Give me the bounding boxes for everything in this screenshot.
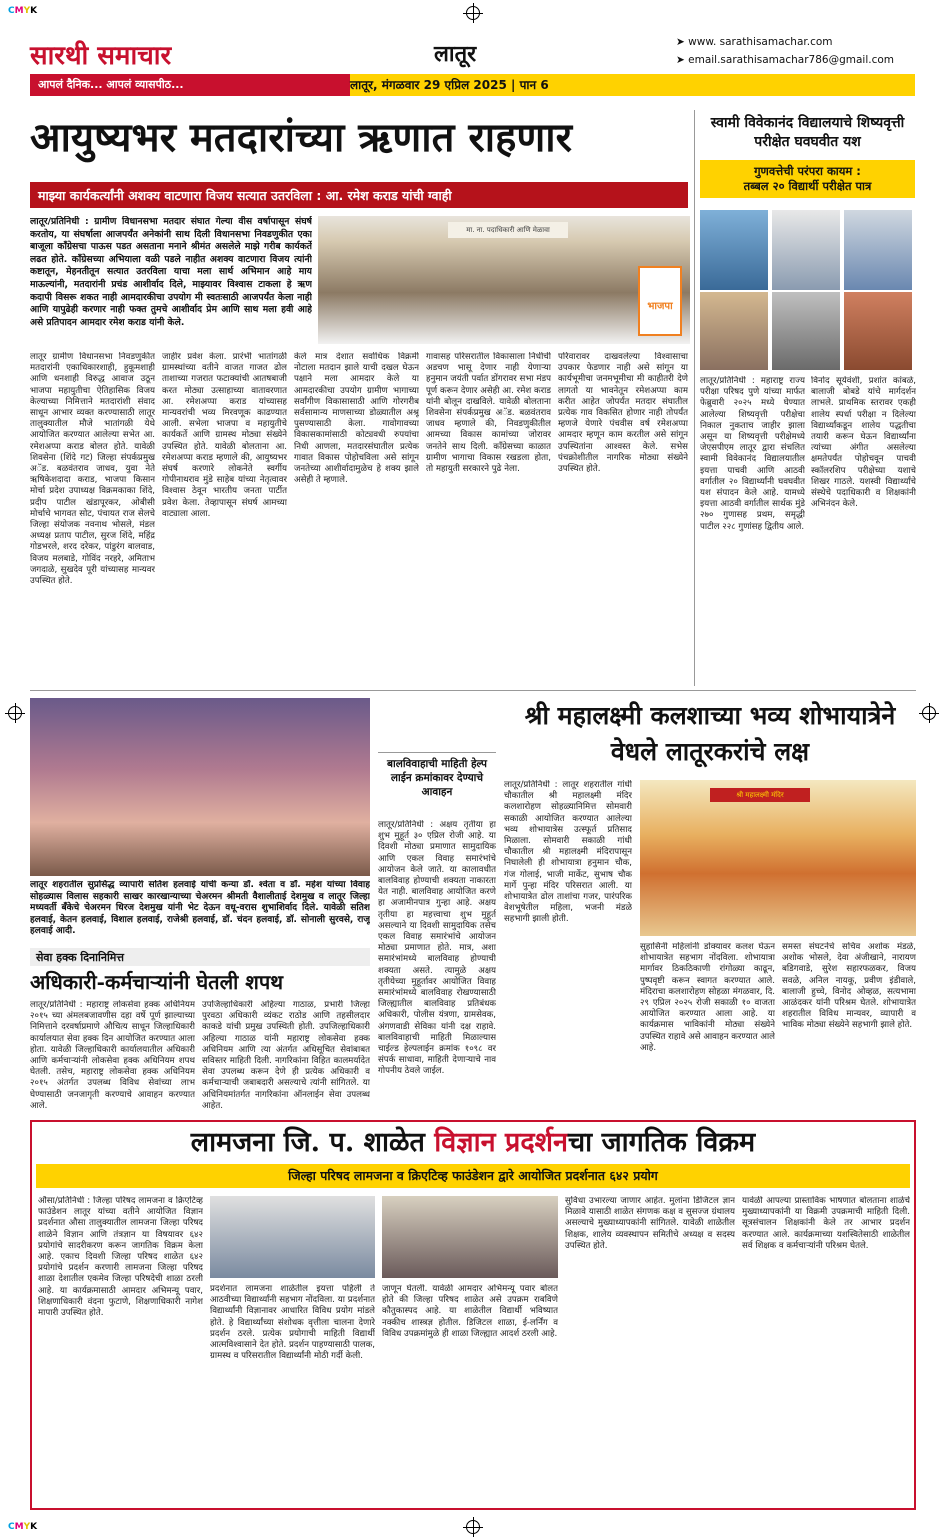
column-divider	[694, 110, 695, 686]
scholarship-badge: गुणवत्तेची परंपरा कायम :	[754, 164, 861, 178]
science-subhead: जिल्हा परिषद लामजना व क्रिएटिव्ह फाउंडेशन द्वारे आयोजित प्रदर्शनात ६४२ प्रयोग	[36, 1164, 910, 1188]
website-line	[676, 36, 833, 48]
date-line: लातूर, मंगळवार 29 एप्रिल 2025	[350, 78, 507, 92]
lead-column-2: जाहीर प्रवेश केला. प्रारंभी भातांगळी ग्रामस्थांच्या वतीने वाजत गाजत ढोल ताशाच्या गजरात फटाक्यांची आतषबाजी करत मोठ्या उत्साहाच्या वातावरणात आ. रमेशअप्पा कराड यांच्यासह मान्यवरांची भव्य मिरवणूक काढण्यात आली. सभेला भाजपा व महायुतीचे कार्यकर्ते आणि ग्रामस्थ मोठ्या संख्येने उपस्थित होते. यावेळी बोलताना आ. रमेशअप्पा कराड म्हणाले की, आयुष्यभर संघर्ष करणारे लोकनेते स्वर्गीय गोपीनाथराव मुंडे साहेब यांच्या नेतृत्वावर विश्वास ठेवून भारतीय जनता पार्टीत प्रवेश केला. तेव्हापासून संघर्ष आमच्या वाट्याला आला.	[162, 352, 287, 519]
wedding-caption: लातूर शहरातील सुप्रसिद्ध व्यापारी सतिश हलवाई यांची कन्या डॉ. श्वेता व डॉ. महेश यांच्या विवाह सोहळ्यास विलास सहकारी साखर कारखान्याच्या चेअरमन श्रीमती वैशालीताई देशमुख व लातूर जिल्हा मध्यवर्ती बँकेचे चेअरमन धिरज देशमुख यांनी भेट देऊन वधू-वरास शुभाशिर्वाद दिले. यावेळी सतिश हलवाई, केतन हलवाई, विशाल हलवाई, राजेश्री हलवाई, डॉ. चंदन हलवाई, डॉ. सोनाली सुरवसे, राजू हलवाई आदी.	[30, 880, 370, 937]
student-photo	[844, 292, 912, 370]
scholarship-headline: स्वामी विवेकानंद विद्यालयाचे शिष्यवृत्ती परीक्षेत घवघवीत यश	[710, 115, 905, 150]
science-photo-2	[382, 1196, 558, 1278]
registration-mark-right	[922, 706, 936, 720]
mahalaxmi-column-2: सुहासिनी महिलांनी डोक्यावर कलश घेऊन शोभायात्रेत सहभाग नोंदविला. शोभायात्रा मार्गावर ठिकठिकाणी रांगोळ्या काढून, पुष्पवृष्टी करून स्वागत करण्यात आले. मंदिराचा कलशारोहण सोहळा मंगळवार, दि. २९ एप्रिल २०२५ रोजी सकाळी १० वाजता आयोजित करण्यात आला आहे. या कार्यक्रमास भाविकांनी मोठ्या संख्येने उपस्थित राहावे असे आवाहन करण्यात आले आहे.	[640, 942, 775, 1053]
mahalaxmi-column-3: समस्त संघटनेचे सचिव अशोक मंडळे, अशोक भोसले, देवा अंजीखाने, नारायण बडिगवाडे, सुरेश सहारफळकर, विजय सवळे, अनिल नायकू, प्रवीण इंडीवाले, बालाजी हुच्चे, विनोद ओव्हळ, सत्यभामा आळंदकर यांनी परिश्रम घेतले. शोभायात्रेत शहरातील विविध मान्यवर, व्यापारी व भाविक मोठ्या संख्येने सहभागी झाले होते.	[782, 942, 916, 1031]
oath-kicker: सेवा हक्क दिनानिमित्त	[30, 948, 370, 966]
science-column-5: यावेळी आपल्या प्रास्ताविक भाषणात बोलताना शाळेचे मुख्याध्यापकांनी या विक्रमी उपक्रमाची माहिती दिली. सूत्रसंचालन शिक्षकांनी केले तर आभार प्रदर्शन करण्यात आले. कार्यक्रमाच्या यशस्वितेसाठी शाळेतील सर्व शिक्षक व कर्मचाऱ्यांनी परिश्रम घेतले.	[742, 1196, 910, 1251]
procession-photo	[640, 780, 916, 936]
science-photo-1	[210, 1196, 375, 1278]
procession-banner: श्री महालक्ष्मी मंदिर	[710, 788, 810, 802]
date-line-wrap: लातूर, मंगळवार 29 एप्रिल 2025 | पान 6	[350, 78, 549, 92]
registration-mark-left	[8, 706, 22, 720]
globe-icon: ➤	[676, 36, 689, 48]
child-marriage-headline: बालविवाहाची माहिती हेल्प लाईन क्रमांकावर देण्याचे आवाहन	[387, 758, 487, 798]
science-column-1: औसा/प्रतिनिधी : जिल्हा परिषद लामजना व क्रिएटिव्ह फाउंडेशन लातूर यांच्या वतीने आयोजित विज्ञान प्रदर्शनात औसा तालुक्यातील लामजना जिल्हा परिषद शाळेने विज्ञान आणि तंत्रज्ञान या विषयावर ६४२ प्रयोगांचे सादरीकरण करून जागतिक विक्रम केला आहे. एकाच दिवशी जिल्हा परिषद शाळेत ६४२ प्रयोगांचे प्रदर्शन करणारी लामजना जिल्हा परिषद शाळा देशातील एकमेव जिल्हा परिषदेची शाळा ठरली आहे. या कार्यक्रमासाठी आमदार अभिमन्यू पवार, शिक्षणाधिकारी वंदना फुटाणे, शिक्षणाधिकारी नागेश मापारी उपस्थित होते.	[38, 1196, 203, 1319]
tagline-bar	[30, 74, 350, 96]
lead-intro: लातूर/प्रतिनिधी : ग्रामीण विधानसभा मतदार संघात गेल्या वीस वर्षापासून संघर्ष करतोय, या संघर्षाला आजपर्यंत अनेकांनी साथ दिली विधानसभा निवडणुकीत एका बाजूला काँग्रेसचा पाऊस पडत असताना मनाने श्रीमंत असलेले माझे गरीब कार्यकर्ते लढत होते. काँग्रेसच्या अभियाला वळी पडले नाहीत अशक्य वाटणारा विजय त्यांनी कष्टातून, मेहनतीतून सत्यात उतरविला याचा मला सार्थ अभिमान आहे माय माऊल्यांनी, मतदारांनी प्रचंड आशीर्वाद दिले, माझ्यावर विश्वास टाकला हे ऋण कदापी विसरू शकत नाही आमदारकीचा उपयोग मी स्वतःसाठी आजपर्यंत केला नाही आणि यापुढेही करणार नाही फक्त तुमचे आशीर्वाद प्रेम आणि साथ मला हवी आहे असे प्रतिपादन आमदार रमेश कराड यांनी केले.	[30, 216, 312, 328]
scholarship-column-1: लातूर/प्रतिनिधी : महाराष्ट्र राज्य परीक्षा परिषद पुणे यांच्या मार्फत फेब्रुवारी २०२५ मध्ये घेण्यात आलेल्या शिष्यवृत्ती परीक्षेचा निकाल नुकताच जाहीर झाला असून या शिष्यवृत्ती परीक्षेमध्ये जेएसपीएम लातूर द्वारा संचलित स्वामी विवेकानंद विद्यालयातील इयत्ता पाचवी आणि आठवी वर्गातील २० विद्यार्थ्यांनी घवघवीत यश संपादन केले आहे. यामध्ये इयत्ता आठवी वर्गातील सार्थक मुंडे २७० गुणासह प्रथम, समृद्धी पाटील २२८ गुणांसह द्वितीय आले.	[700, 376, 805, 532]
lead-subhead: माझ्या कार्यकर्त्यांनी अशक्य वाटणारा विजय सत्यात उतरविला : आ. रमेश कराड यांची ग्वाही	[30, 182, 688, 208]
scholarship-sub: तब्बल २० विद्यार्थी परीक्षेत पात्र	[743, 179, 872, 193]
cmyk-mark-top: CMYK	[8, 6, 38, 16]
cmyk-mark-bottom: CMYK	[8, 1522, 38, 1532]
registration-mark-bottom	[466, 1520, 480, 1534]
tagline: आपलं दैनिक... आपलं व्यासपीठ...	[38, 78, 184, 91]
website[interactable]: www. sarathisamachar.com	[688, 36, 833, 48]
scholarship-column-2: विनोद सूर्यवंशी, प्रशांत कांबळे, बालाजी बोबडे यांचे मार्गदर्शन लाभले. प्राथमिक स्तरावर एकही शालेय स्पर्धा परीक्षा न दिलेल्या विद्यार्थ्यांकडून शालेय पद्धतीचा तयारी करून घेऊन विद्यार्थ्यांना त्यांच्या अंगीत असलेल्या क्षमतेपर्यंत पोहोचवून पाचवी स्कॉलरशिप परीक्षेच्या यशाचे शिखर गाठले. यशस्वी विद्यार्थ्यांचे संस्थेचे पदाधिकारी व शिक्षकांनी अभिनंदन केले.	[811, 376, 916, 510]
student-photo	[844, 210, 912, 290]
oath-headline: अधिकारी-कर्मचाऱ्यांनी घेतली शपथ	[30, 970, 284, 994]
lead-column-5: परिवारावर दाखवलेल्या विश्वासाचा उपकार फेडणार नाही असे सांगून या कार्यभूमीचा जनमभूमीचा मी काहीतरी देणे लागतो या भावनेतून रमेशअप्पा काम करीत आहेत जोपर्यंत मतदार संघातील प्रत्येक गाव विकसित होणार नाही तोपर्यंत म्हणजे येणारे पंचवीस वर्ष रमेशअप्पा आमदार म्हणून काम करतील असे सांगून उपस्थितांना आश्वस्त केले. सभेस पंचक्रोशीतील नागरिक मोठ्या संख्येने उपस्थित होते.	[558, 352, 688, 475]
student-photo	[772, 292, 840, 370]
email-line	[676, 54, 894, 66]
mahalaxmi-headline: श्री महालक्ष्मी कलशाच्या भव्य शोभायात्रेने वेधले लातूरकरांचे लक्ष	[524, 701, 896, 766]
science-column-3: जाणून घेतली. यावेळी आमदार अभिमन्यू पवार बोलत होते की जिल्हा परिषद शाळेत असे उपक्रम राबविणे कौतुकास्पद आहे. या शाळेतील विद्यार्थी भविष्यात नक्कीच शास्त्रज्ञ होतील. डिजिटल शाळा, ई-लर्निंग व विविध उपक्रमांमुळे ही शाळा जिल्ह्यात आदर्श ठरली आहे.	[382, 1284, 558, 1339]
science-column-4: सुविधा उभारल्या जाणार आहेत. मुलांना डिजिटल ज्ञान मिळावे यासाठी शाळेत संगणक कक्ष व सुसज्ज ग्रंथालय असल्याचे मुख्याध्यापकांनी सांगितले. यावेळी शाळेतील शिक्षक, शालेय व्यवस्थापन समितीचे अध्यक्ष व सदस्य उपस्थित होते.	[565, 1196, 735, 1251]
rally-photo	[318, 216, 690, 344]
science-headline	[36, 1124, 910, 1162]
science-headline-highlight: विज्ञान प्रदर्शन	[434, 1127, 569, 1158]
lead-column-3: केले मात्र देशात सर्वाधिक विक्रमी नोटाला मतदान झाले याची दखल घेऊन पक्षाने मला आमदार केले या आमदारकीचा उपयोग ग्रामीण भागाच्या सर्वांगीण विकासासाठी आणि गोरगरीब सर्वसामान्य माणसाच्या डोळ्यातील अश्रू पुसण्यासाठी केला. गावोगावच्या विकासकामांसाठी कोट्यवधी रुपयांचा निधी आणला, मतदारसंघातील प्रत्येक गावात विकास पोहोचविला असे सांगून जनतेच्या आशीर्वादामुळेच हे शक्य झाले असेही ते म्हणाले.	[294, 352, 419, 486]
photo-banner: मा. ना. पदाधिकारी आणि मेळावा	[448, 222, 568, 238]
photo-flag: भाजपा	[647, 301, 673, 312]
science-column-2: प्रदर्शनात लामजना शाळेतील इयत्ता पहिली ते आठवीच्या विद्यार्थ्यांनी सहभाग नोंदविला. या प्रदर्शनात विद्यार्थ्यांनी विज्ञानावर आधारित विविध प्रयोग मांडले होते. हे विद्यार्थ्यांच्या संशोधक वृत्तीला चालना देणारे प्रदर्शन ठरले. प्रत्येक प्रयोगाची माहिती विद्यार्थी आत्मविश्वासाने देत होते. प्रदर्शन पाहण्यासाठी पालक, ग्रामस्थ व परिसरातील विद्यार्थ्यांनी मोठी गर्दी केली.	[210, 1284, 375, 1362]
child-marriage-box	[378, 752, 496, 799]
email[interactable]: email.sarathisamachar786@gmail.com	[688, 54, 894, 66]
scholarship-badge-box	[700, 160, 915, 198]
mahalaxmi-column-1: लातूर/प्रतिनिधी : लातूर शहरातील गांधी चौकातील श्री महालक्ष्मी मंदिर कलशारोहण सोहळ्यानिमित्त सोमवारी सकाळी आयोजित करण्यात आलेल्या भव्य शोभायात्रेस उत्स्फूर्त प्रतिसाद मिळाला. सोमवारी सकाळी गांधी चौकातील श्री महालक्ष्मी मंदिरापासून निघालेली ही शोभायात्रा हनुमान चौक, गंज गोलाई, भाजी मार्केट, सुभाष चौक मार्गे पुन्हा मंदिर परिसरात आली. या शोभायात्रेत ढोल ताशांचा गजर, पारंपरिक वेशभूषेतील महिला, भजनी मंडळे सहभागी झाली होती.	[504, 780, 632, 925]
student-photo	[700, 292, 768, 370]
science-headline-part1: लामजना जि. प. शाळेत	[190, 1127, 435, 1158]
lead-headline: आयुष्यभर मतदारांच्या ऋणात राहणार	[30, 114, 572, 161]
masthead-city: लातूर	[434, 41, 477, 67]
student-photo	[772, 210, 840, 290]
mail-icon: ➤	[676, 54, 689, 66]
oath-column-2: उपजिल्हाधिकारी अहिल्या गाठाळ, प्रभारी जिल्हा पुरवठा अधिकारी व्यंकट राठोड आणि तहसीलदार काकडे यांची प्रमुख उपस्थिती होती. उपजिल्हाधिकारी अहिल्या गाठाळ यांनी महाराष्ट्र लोकसेवा हक्क अधिनियम आणि त्या अंतर्गत अधिसूचित सेवांबाबत सविस्तर माहिती दिली. नागरिकांना विहित कालमर्यादेत सेवा उपलब्ध करून देणे ही प्रत्येक अधिकारी व कर्मचाऱ्याची जबाबदारी असल्याचे त्यांनी सांगितले. या अधिनियमांतर्गत नागरिकांना ऑनलाईन सेवा उपलब्ध आहेत.	[202, 1000, 370, 1111]
section-rule	[30, 690, 916, 691]
page-number: पान 6	[519, 78, 549, 92]
oath-column-1: लातूर/प्रतिनिधी : महाराष्ट्र लोकसेवा हक्क अधिनियम २०१५ च्या अंमलबजावणीस दहा वर्षे पूर्ण झाल्याच्या निमित्ताने दरवर्षाप्रमाणे औचित्य साधून जिल्हाधिकारी कार्यालयात सेवा हक्क दिन आयोजित करण्यात आला होता. यावेळी जिल्हाधिकारी कार्यालयातील अधिकारी आणि कर्मचाऱ्यांनी लोकसेवा हक्क अधिनियम शपथ घेतली. तसेच, महाराष्ट्र लोकसेवा हक्क अधिनियम २०१५ अंतर्गत उपलब्ध विविध सेवांच्या लाभ घेण्यासाठी जनजागृती करण्याचे आवाहन करण्यात आले.	[30, 1000, 195, 1111]
child-marriage-body: लातूर/प्रतिनिधी : अक्षय तृतीया हा शुभ मुहूर्त ३० एप्रिल रोजी आहे. या दिवशी मोठ्या प्रमाणात सामुदायिक आणि एकल विवाह समारंभांचे आयोजन केले जाते. या कालावधीत बालविवाह होण्याची शक्यता नाकारता येत नाही. बालविवाह आयोजित करणे हा अजामीनपात्र गुन्हा आहे. अक्षय तृतीया हा महत्त्वाचा शुभ मुहूर्त असल्याने या दिवशी सामुदायिक तसेच एकल विवाह समारंभांचे आयोजन मोठ्या प्रमाणात होते. मात्र, अशा समारंभांमध्ये बालविवाह होण्याची शक्यता असते. त्यामुळे अक्षय तृतीयेच्या मुहूर्तावर आयोजित विवाह समारंभांमध्ये बालविवाह रोखण्यासाठी जिल्ह्यातील बालविवाह प्रतिबंधक अधिकारी, पोलीस यंत्रणा, ग्रामसेवक, अंगणवाडी सेविका यांनी दक्ष राहावे. बालविवाहाची माहिती मिळाल्यास चाईल्ड हेल्पलाईन क्रमांक १०९८ वर संपर्क साधावा, माहिती देणाऱ्याचे नाव गोपनीय ठेवले जाईल.	[378, 820, 496, 1077]
bjp-flag-icon	[638, 266, 682, 336]
wedding-photo	[30, 698, 370, 876]
registration-mark-top	[466, 6, 480, 20]
masthead-logo: सारथी समाचार	[30, 41, 172, 71]
student-photos	[700, 210, 915, 370]
student-photo	[700, 210, 768, 290]
science-headline-part2: चा जागतिक विक्रम	[568, 1127, 756, 1158]
lead-column-4: गावासह परिसरातील विकासाला निधीची अडचण भासू देणार नाही येणाऱ्या हनुमान जयंती पर्वात डोंगरावर सभा मंडप पूर्ण करून देणार असेही आ. रमेश कराड यांनी बोलून दाखविले. यावेळी बोलताना शिवसेना संपर्कप्रमुख अॅड. बळवंतराव जाधव म्हणाले की, निवडणुकीतील आमच्या विकास कामांच्या जोरावर जनतेने साथ दिली. काँग्रेसच्या काळात ग्रामीण भागाचा विकास रखडला होता, तो महायुती सरकारने पुढे नेला.	[426, 352, 551, 475]
lead-column-1: लातूर ग्रामीण विधानसभा निवडणुकीत मतदारांनी एकाधिकारशाही, हुकूमशाही आणि धनशाही विरुद्ध आवाज उठून भाजपा महायुतीचा ऐतिहासिक विजय केल्याच्या निमित्ताने मतदारांशी संवाद साधून आभार व्यक्त करण्यासाठी लातूर तालुक्यातील मौजे भातांगळी येथे आयोजित करण्यात आलेल्या सभेत आ. रमेशअप्पा कराड बोलत होते. यावेळी शिवसेना (शिंदे गट) जिल्हा संपर्कप्रमुख अॅड. बळवंतराव जाधव, युवा नेते ऋषिकेशदादा कराड, भाजपा किसान मोर्चा प्रदेश उपाध्यक्ष विक्रमकाका शिंदे, प्रदीप पाटील खंडापूरकर, ओबीसी मोर्चाचे भागवत सोट, पंचायत राज सेलचे जिल्हा संयोजक नवनाथ भोसले, मंडल अध्यक्ष प्रताप पाटील, सुरज शिंदे, महिंद्र गोडभरले, शरद दरेकर, पांडुरंग बालवाड, विजय मलबाडे, गोविंद नरहरे, अमिताभ जगदाळे, सुखदेव पूरी यांच्यासह मान्यवर उपस्थित होते.	[30, 352, 155, 587]
